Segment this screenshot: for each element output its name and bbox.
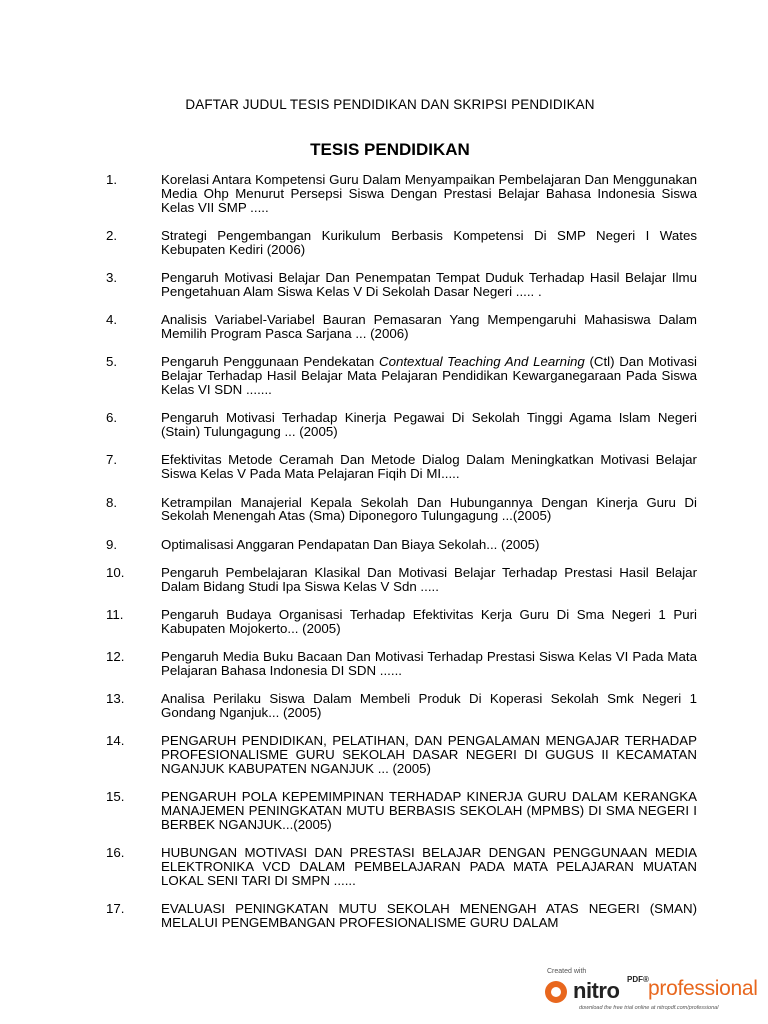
list-item xyxy=(0,566,768,594)
item-title: Korelasi Antara Kompetensi Guru Dalam Menyampaikan Pembelajaran Dan Menggunakan Media Ohp Menurut Persepsi Siswa Dengan Prestasi Belajar Bahasa Indonesia Siswa Kelas VII SMP ..... xyxy=(161,172,697,215)
item-number: 16. xyxy=(106,845,125,861)
nitro-brand: nitro xyxy=(573,978,620,1003)
item-title: Ketrampilan Manajerial Kepala Sekolah Dan Hubungannya Dengan Kinerja Guru Di Sekolah Menengah Atas (Sma) Diponegoro Tulungagung ...(2005) xyxy=(161,494,697,524)
nitro-product: professional xyxy=(648,977,758,1000)
list-item xyxy=(0,734,768,776)
item-title: Analisa Perilaku Siswa Dalam Membeli Produk Di Koperasi Sekolah Smk Negeri 1 Gondang Nganjuk... (2005) xyxy=(161,691,697,721)
list-item xyxy=(0,650,768,678)
item-title: Pengaruh Pembelajaran Klasikal Dan Motivasi Belajar Terhadap Prestasi Hasil Belajar Dalam Bidang Studi Ipa Siswa Kelas V Sdn ..... xyxy=(161,564,697,594)
item-number: 7. xyxy=(106,452,118,468)
list-item xyxy=(0,538,768,552)
list-item xyxy=(0,313,768,341)
item-title: Pengaruh Motivasi Terhadap Kinerja Pegawai Di Sekolah Tinggi Agama Islam Negeri (Stain) Tulungagung ... (2005) xyxy=(161,410,697,440)
item-number: 10. xyxy=(106,564,125,580)
item-number: 4. xyxy=(106,312,118,328)
item-title xyxy=(161,355,697,397)
item-title: Strategi Pengembangan Kurikulum Berbasis Kompetensi Di SMP Negeri I Wates Kebupaten Kediri (2006) xyxy=(161,228,697,257)
item-title-part: (Ctl) Dan Motivasi Belajar Terhadap Hasil Belajar Mata Pelajaran Pendidikan Kewarganegaraan Pada Siswa Kelas VI SDN ....... xyxy=(161,354,697,398)
item-title: Pengaruh Motivasi Belajar Dan Penempatan Tempat Duduk Terhadap Hasil Belajar Ilmu Pengetahuan Alam Siswa Kelas V Di Sekolah Dasar Negeri ..... . xyxy=(161,270,697,300)
item-title: PENGARUH PENDIDIKAN, PELATIHAN, DAN PENGALAMAN MENGAJAR TERHADAP PROFESIONALISME GURU SEKOLAH DASAR NEGERI DI GUGUS II KECAMATAN NGANJUK KABUPATEN NGANJUK ... (2005) xyxy=(161,733,697,777)
list-item xyxy=(0,355,768,397)
list-item xyxy=(0,790,768,832)
item-number: 5. xyxy=(106,354,118,370)
list-item xyxy=(0,411,768,439)
item-number: 13. xyxy=(106,691,125,707)
item-number: 12. xyxy=(106,649,125,665)
item-number: 8. xyxy=(106,494,118,510)
item-title: Pengaruh Media Buku Bacaan Dan Motivasi Terhadap Prestasi Siswa Kelas VI Pada Mata Pelajaran Bahasa Indonesia DI SDN ...... xyxy=(161,649,697,679)
list-item xyxy=(0,453,768,481)
list-item xyxy=(0,173,768,215)
section-heading: TESIS PENDIDIKAN xyxy=(310,140,470,159)
item-title-italic: Contextual Teaching And Learning xyxy=(378,354,585,370)
item-number: 15. xyxy=(106,789,125,805)
list-item xyxy=(0,271,768,299)
list-item xyxy=(0,902,768,930)
list-item xyxy=(0,608,768,636)
item-number: 6. xyxy=(106,410,118,426)
item-title: HUBUNGAN MOTIVASI DAN PRESTASI BELAJAR DENGAN PENGGUNAAN MEDIA ELEKTRONIKA VCD DALAM PEMBELAJARAN PADA MATA PELAJARAN MUATAN LOKAL SENI TARI DI SMPN ...... xyxy=(161,845,697,889)
item-number: 3. xyxy=(106,270,118,286)
item-number: 9. xyxy=(106,536,118,552)
item-title: Efektivitas Metode Ceramah Dan Metode Dialog Dalam Meningkatkan Motivasi Belajar Siswa Kelas V Pada Mata Pelajaran Fiqih Di MI..... xyxy=(161,452,697,482)
list-item xyxy=(0,846,768,888)
item-number: 14. xyxy=(106,733,125,749)
thesis-list xyxy=(0,173,768,944)
item-title: Optimalisasi Anggaran Pendapatan Dan Biaya Sekolah... (2005) xyxy=(161,536,540,552)
item-title: EVALUASI PENINGKATAN MUTU SEKOLAH MENENGAH ATAS NEGERI (SMAN) MELALUI PENGEMBANGAN PROFESIONALISME GURU DALAM xyxy=(161,901,697,931)
list-item xyxy=(0,692,768,720)
nitro-logo-icon xyxy=(545,981,567,1003)
nitro-pdf-mark: PDF® xyxy=(627,975,649,984)
nitro-tagline: download the free trial online at nitropdf.com/professional xyxy=(579,1005,719,1011)
created-with-label: Created with xyxy=(547,968,587,975)
list-item xyxy=(0,229,768,257)
item-title-part: Pengaruh Penggunaan Pendekatan xyxy=(161,354,379,370)
item-number: 17. xyxy=(106,901,125,917)
item-title: Pengaruh Budaya Organisasi Terhadap Efektivitas Kerja Guru Di Sma Negeri 1 Puri Kabupaten Mojokerto... (2005) xyxy=(161,607,697,636)
item-number: 1. xyxy=(106,172,118,187)
item-title: Analisis Variabel-Variabel Bauran Pemasaran Yang Mempengaruhi Mahasiswa Dalam Memilih Program Pasca Sarjana ... (2006) xyxy=(161,312,697,342)
item-title: PENGARUH POLA KEPEMIMPINAN TERHADAP KINERJA GURU DALAM KERANGKA MANAJEMEN PENINGKATAN MUTU BERBASIS SEKOLAH (MPMBS) DI SMA NEGERI I BERBEK NGANJUK...(2005) xyxy=(161,789,697,833)
document-header: DAFTAR JUDUL TESIS PENDIDIKAN DAN SKRIPSI PENDIDIKAN xyxy=(185,97,595,112)
nitro-watermark xyxy=(543,968,763,1018)
list-item xyxy=(0,496,768,524)
item-number: 11. xyxy=(106,607,124,622)
item-number: 2. xyxy=(106,228,118,244)
